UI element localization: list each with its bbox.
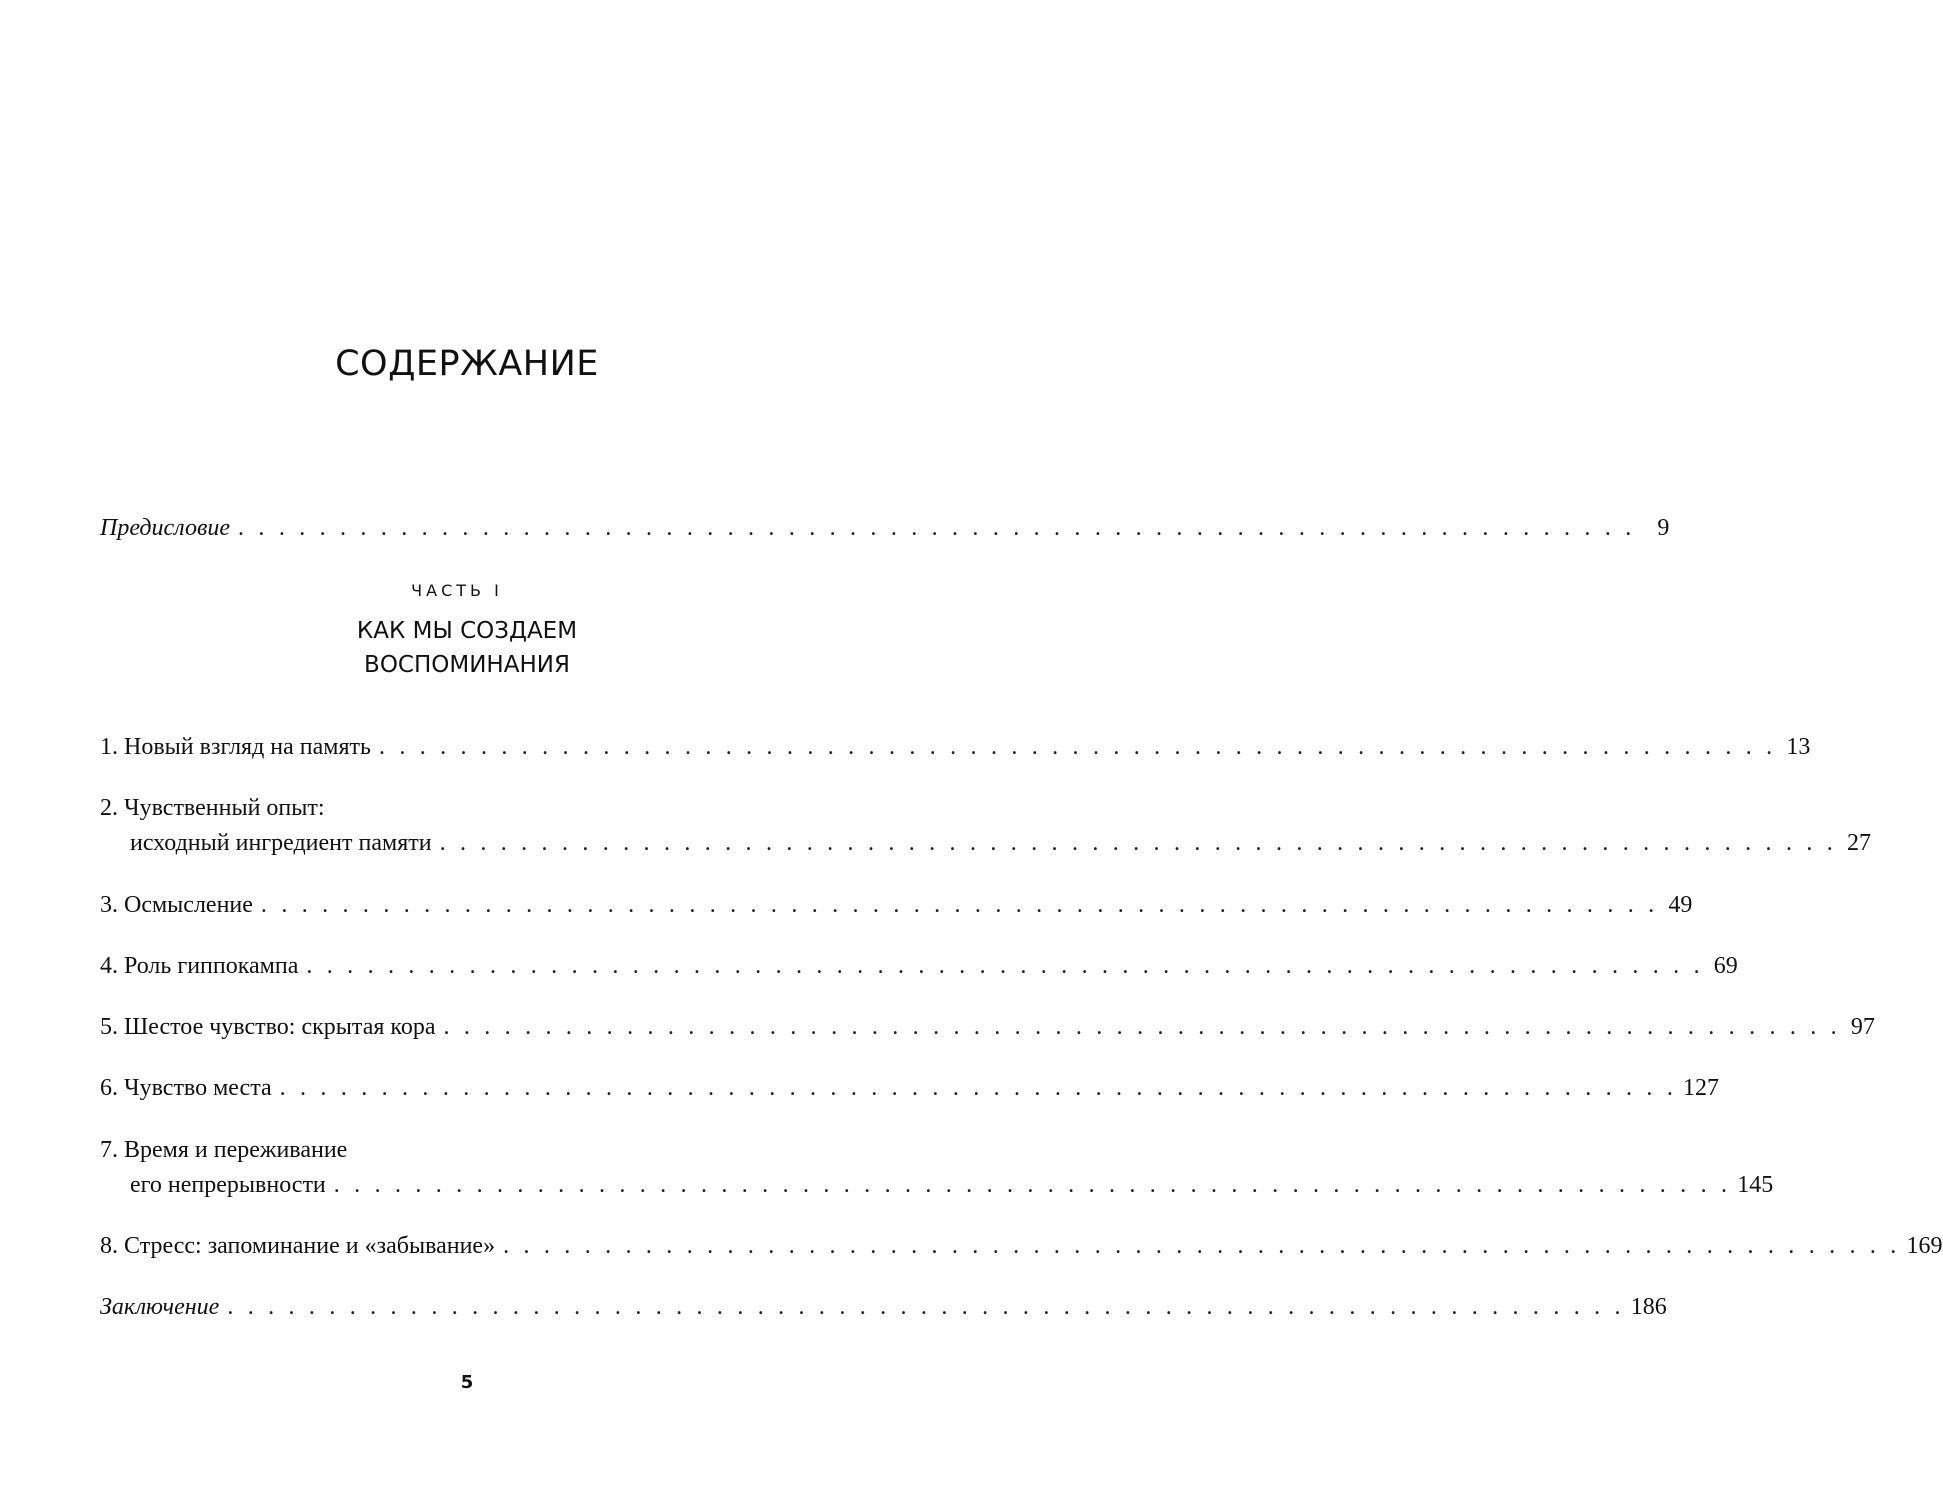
toc-entry-label: Предисловие: [100, 515, 231, 541]
toc-entry-label: Заключение: [100, 1294, 220, 1320]
toc-page-number: 9: [1657, 515, 1670, 541]
page-number: 5: [460, 1372, 474, 1393]
toc-entry-chapter-4[interactable]: [100, 948, 1738, 984]
toc-entry-chapter-3[interactable]: [100, 887, 1693, 923]
part-title-line: КАК МЫ СОЗДАЕМ: [356, 618, 578, 644]
toc-entry-chapter-8[interactable]: [100, 1228, 1943, 1264]
leader-dots: . . . . . . . . . . . . . . . . . . . . . . . . . . . . . . . . . . . . . . . . . . . . . . . . . . . . . . . . . . . . . . . . . . . . .: [503, 1233, 1901, 1259]
toc-entry-chapter-7[interactable]: [100, 1132, 1774, 1203]
leader-dots: . . . . . . . . . . . . . . . . . . . . . . . . . . . . . . . . . . . . . . . . . . . . . . . . . . . . . . . . . . . . . . . . . . . . .: [279, 1075, 1678, 1101]
toc-entry-chapter-5[interactable]: [100, 1009, 1875, 1045]
toc-entry-label: 5. Шестое чувство: скрытая кора: [100, 1014, 436, 1040]
toc-page-number: 69: [1713, 953, 1738, 979]
toc-entry-label: 1. Новый взгляд на память: [100, 734, 371, 760]
toc-page-number: 169: [1906, 1233, 1943, 1259]
leader-dots: . . . . . . . . . . . . . . . . . . . . . . . . . . . . . . . . . . . . . . . . . . . . . . . . . . . . . . . . . . . . . . . . . . . . .: [333, 1172, 1732, 1198]
toc-entry-chapter-2[interactable]: [100, 790, 1871, 861]
leader-dots: . . . . . . . . . . . . . . . . . . . . . . . . . . . . . . . . . . . . . . . . . . . . . . . . . . . . . . . . . . . . . . . . . . . . .: [260, 892, 1659, 918]
toc-page-number: 13: [1786, 734, 1811, 760]
toc-page-number: 97: [1850, 1014, 1875, 1040]
part-title: [0, 614, 934, 682]
toc-entry-label-continued: исходный ингредиент памяти: [130, 830, 432, 856]
leader-dots: . . . . . . . . . . . . . . . . . . . . . . . . . . . . . . . . . . . . . . . . . . . . . . . . . . . . . . . . . . . . . . . . . . . . .: [227, 1294, 1625, 1320]
leader-dots: . . . . . . . . . . . . . . . . . . . . . . . . . . . . . . . . . . . . . . . . . . . . . . . . . . . . . . . . . . . . . . . . . . . . .: [306, 953, 1704, 979]
toc-entry-label: 2. Чувственный опыт:: [100, 795, 325, 821]
toc-entry-chapter-1[interactable]: [100, 729, 1811, 765]
leader-dots: . . . . . . . . . . . . . . . . . . . . . . . . . . . . . . . . . . . . . . . . . . . . . . . . . . . . . . . . . . . . . . . . . . . . .: [378, 734, 1777, 760]
toc-entry-label: 7. Время и переживание: [100, 1137, 348, 1163]
toc-entry-label: 8. Стресс: запоминание и «забывание»: [100, 1233, 496, 1259]
toc-entry-label: 4. Роль гиппокампа: [100, 953, 299, 979]
toc-entry-label: 6. Чувство места: [100, 1075, 272, 1101]
toc-entry-label-continued: его непрерывности: [130, 1172, 326, 1198]
toc-entry-label: 3. Осмысление: [100, 892, 253, 918]
leader-dots: . . . . . . . . . . . . . . . . . . . . . . . . . . . . . . . . . . . . . . . . . . . . . . . . . . . . . . . . . . . . . . . . . . . . .: [238, 515, 1636, 541]
toc-page-number: 27: [1846, 830, 1871, 856]
toc-page-number: 145: [1737, 1172, 1774, 1198]
page-title: СОДЕРЖАНИЕ: [335, 344, 599, 384]
toc-page-number: 186: [1630, 1294, 1667, 1320]
leader-dots: . . . . . . . . . . . . . . . . . . . . . . . . . . . . . . . . . . . . . . . . . . . . . . . . . . . . . . . . . . . . . . . . . . . . .: [443, 1014, 1841, 1040]
toc-page-number: 49: [1668, 892, 1693, 918]
toc-entry-chapter-6[interactable]: [100, 1070, 1720, 1106]
toc-entry-preface[interactable]: [100, 510, 1670, 546]
part-label: ЧАСТЬ I: [411, 581, 503, 600]
part-title-line: ВОСПОМИНАНИЯ: [364, 652, 570, 678]
toc-entry-conclusion[interactable]: [100, 1289, 1667, 1325]
toc-page-number: 127: [1683, 1075, 1720, 1101]
leader-dots: . . . . . . . . . . . . . . . . . . . . . . . . . . . . . . . . . . . . . . . . . . . . . . . . . . . . . . . . . . . . . . . . . . . . .: [439, 830, 1837, 856]
